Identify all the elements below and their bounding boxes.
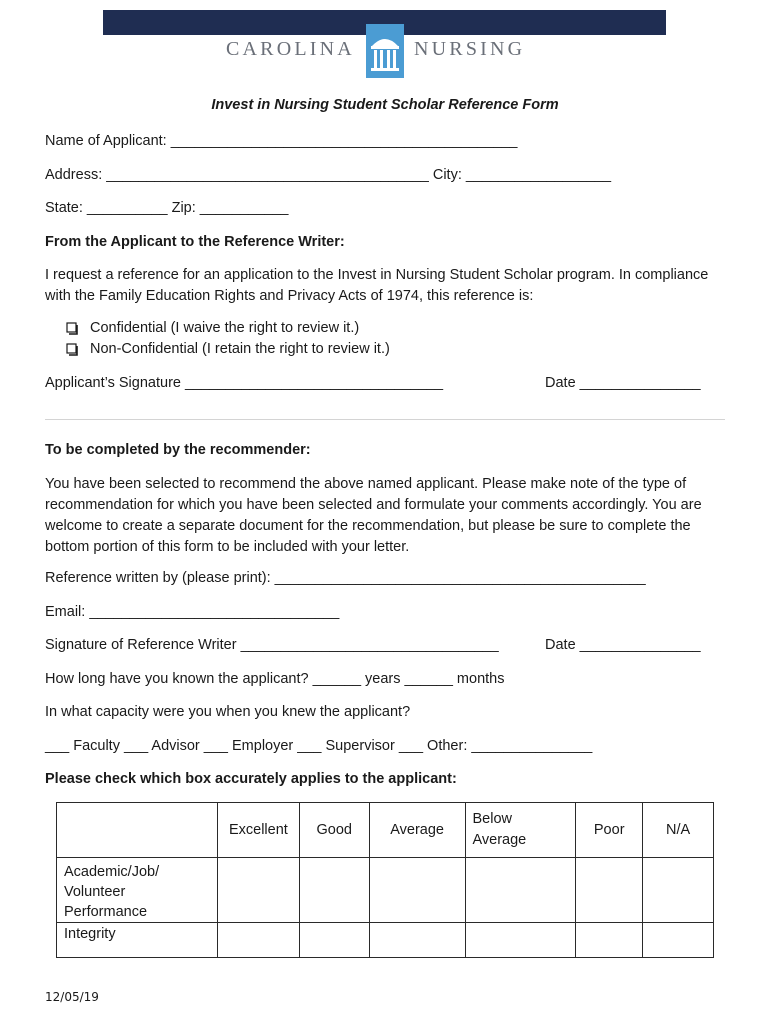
rating-table [56, 802, 714, 958]
rating-cell-integrity-average[interactable] [369, 923, 465, 958]
recommender-section-heading: To be completed by the recommender: [45, 442, 311, 458]
non-confidential-option-label: Non-Confidential (I retain the right to review it.) [90, 341, 390, 357]
reference-writer-name-field[interactable]: Reference written by (please print): ______________________________________________ [45, 570, 646, 586]
rating-header-average: Average [369, 803, 465, 858]
rating-header-below-average [465, 803, 576, 858]
state-zip-field[interactable]: State: __________ Zip: ___________ [45, 200, 289, 216]
rating-cell-performance-below-average[interactable] [465, 858, 576, 923]
rating-cell-performance-average[interactable] [369, 858, 465, 923]
performance-label: Academic/Job/ Volunteer Performance [64, 864, 160, 920]
rating-cell-integrity-good[interactable] [299, 923, 369, 958]
brand-carolina: CAROLINA [226, 38, 355, 60]
applicant-paragraph: I request a reference for an application to the Invest in Nursing Student Scholar program. In compliance with the Family Education Rights and Privacy Acts of 1974, this reference is: [45, 267, 709, 304]
recommender-paragraph: You have been selected to recommend the above named applicant. Please make note of the type of recommendation for which you have been selected and formulate your comments accordingly. You are welcome to create a separate document for the recommendation, but please be sure to complete the bottom portion of this form to be included with your letter. [45, 476, 702, 555]
writer-signature-field[interactable]: Signature of Reference Writer ________________________________ [45, 637, 499, 653]
section-divider [45, 419, 725, 420]
rating-cell-integrity-na[interactable] [643, 923, 714, 958]
capacity-question: In what capacity were you when you knew the applicant? [45, 704, 411, 720]
row-label-performance [57, 858, 218, 923]
rating-cell-performance-good[interactable] [299, 858, 369, 923]
confidential-option-label: Confidential (I waive the right to review it.) [90, 320, 360, 336]
applicant-name-field[interactable]: Name of Applicant: ___________________________________________ [45, 133, 518, 149]
rating-heading: Please check which box accurately applies to the applicant: [45, 771, 457, 787]
applicant-section-heading: From the Applicant to the Reference Writer: [45, 234, 345, 250]
rating-header-blank [57, 803, 218, 858]
applicant-signature-field[interactable]: Applicant’s Signature ________________________________ [45, 375, 444, 391]
table-row [57, 923, 714, 958]
rating-header-excellent: Excellent [217, 803, 299, 858]
old-well-icon [366, 24, 404, 78]
table-row [57, 858, 714, 923]
rating-header-na: N/A [643, 803, 714, 858]
rating-header-poor: Poor [576, 803, 643, 858]
below-average-label: Below Average [472, 811, 527, 848]
address-city-field[interactable]: Address: ________________________________________ City: __________________ [45, 167, 612, 183]
rating-header-good: Good [299, 803, 369, 858]
rating-cell-integrity-below-average[interactable] [465, 923, 576, 958]
writer-date-field[interactable]: Date _______________ [545, 637, 701, 653]
confidential-checkbox[interactable] [66, 322, 79, 335]
capacity-options-field[interactable]: ___ Faculty ___ Advisor ___ Employer ___ Supervisor ___ Other: _______________ [45, 738, 593, 754]
non-confidential-checkbox[interactable] [66, 343, 79, 356]
footer-date: 12/05/19 [45, 990, 99, 1004]
known-duration-field[interactable]: How long have you known the applicant? ______ years ______ months [45, 671, 505, 687]
row-label-integrity: Integrity [57, 923, 218, 958]
rating-cell-performance-excellent[interactable] [217, 858, 299, 923]
brand-nursing: NURSING [414, 38, 526, 60]
rating-cell-performance-poor[interactable] [576, 858, 643, 923]
rating-cell-performance-na[interactable] [643, 858, 714, 923]
form-title: Invest in Nursing Student Scholar Reference Form [211, 97, 559, 113]
rating-table-header-row [57, 803, 714, 858]
email-field[interactable]: Email: _______________________________ [45, 604, 340, 620]
rating-cell-integrity-poor[interactable] [576, 923, 643, 958]
applicant-date-field[interactable]: Date _______________ [545, 375, 701, 391]
rating-cell-integrity-excellent[interactable] [217, 923, 299, 958]
